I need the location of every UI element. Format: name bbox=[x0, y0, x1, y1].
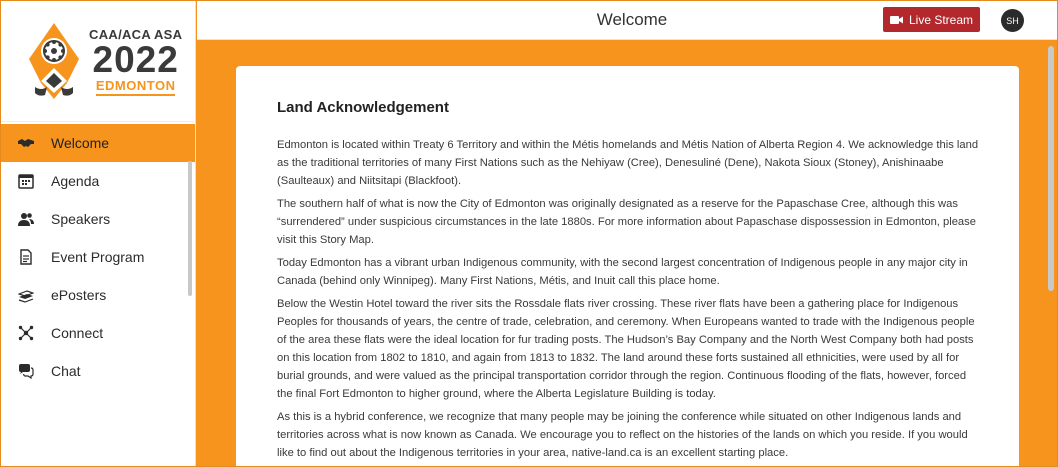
books-icon bbox=[18, 287, 34, 303]
sidebar-item-label: Welcome bbox=[51, 135, 110, 151]
logo-city: EDMONTON bbox=[96, 78, 176, 96]
page-title: Welcome bbox=[596, 10, 668, 29]
sidebar-item-chat[interactable] bbox=[1, 352, 195, 390]
live-stream-label: Live Stream bbox=[908, 12, 974, 27]
sidebar-item-label: Speakers bbox=[51, 211, 111, 227]
sidebar-item-eposters[interactable] bbox=[1, 276, 195, 314]
sidebar-nav bbox=[1, 122, 195, 390]
sidebar-item-label: Chat bbox=[51, 363, 81, 379]
sidebar-item-agenda[interactable] bbox=[1, 162, 195, 200]
sidebar-item-welcome[interactable] bbox=[1, 124, 195, 162]
users-icon bbox=[18, 211, 34, 227]
chat-icon bbox=[18, 363, 34, 379]
top-header bbox=[197, 1, 1058, 40]
document-icon bbox=[18, 249, 34, 265]
conference-logo[interactable] bbox=[1, 1, 195, 122]
sidebar-item-connect[interactable] bbox=[1, 314, 195, 352]
user-avatar[interactable]: SH bbox=[1001, 9, 1024, 32]
paragraph-rossdale-flats: Below the Westin Hotel toward the river sits the Rossdale flats river crossing. These river flats have been a gathering place for Indigenous Peoples for thousands of years, the centre of trade, celebration, and ceremony. When Europeans wanted to trade with the Indigenous people of the area these flats were the ideal location for fur trading posts. The Hudson’s Bay Company and the North West Company both had posts on this location from 1802 to 1810, and again from 1813 to 1832. The land around these forts sustained all ethnicities, were used by all for burial grounds, and were valued as the principal transportation corridor through the region. Continuous flooding of the flats, however, forced the final Fort Edmonton to higher ground, where the Alberta Legislature Building is today. bbox=[277, 298, 975, 400]
logo-text bbox=[89, 27, 182, 96]
paragraph-papaschase: The southern half of what is now the City of Edmonton was originally designated as a reserve for the Papaschase Cree, although this was “surrendered” under suspicious circumstances in the late 1880s. For more information about Papaschase dispossession in Edmonton, please visit this Story Map. bbox=[277, 198, 976, 246]
sidebar-item-event-program[interactable] bbox=[1, 238, 195, 276]
sidebar-item-label: Connect bbox=[51, 325, 104, 341]
network-icon bbox=[18, 325, 34, 341]
section-title: Land Acknowledgement bbox=[277, 99, 449, 116]
sidebar-scrollbar[interactable] bbox=[188, 161, 192, 296]
video-camera-icon bbox=[890, 15, 903, 25]
sidebar bbox=[1, 1, 196, 467]
main-scrollbar[interactable] bbox=[1048, 46, 1054, 291]
paragraph-hybrid-conference: As this is a hybrid conference, we recognize that many people may be joining the conference while situated on other Indigenous lands and territories across what is now known as Canada. We encourage you to reflect on the histories of the lands on which you reside. If you would like to find out about the Indigenous territories in your area, native-land.ca is an excellent starting place. bbox=[277, 411, 968, 459]
content-card bbox=[236, 66, 1019, 467]
sidebar-item-label: ePosters bbox=[51, 287, 107, 303]
logo-year: 2022 bbox=[92, 38, 179, 80]
sidebar-item-speakers[interactable] bbox=[1, 200, 195, 238]
arrowhead-logo-icon bbox=[27, 21, 81, 101]
paragraph-treaty: Edmonton is located within Treaty 6 Territory and within the Métis homelands and Métis Nation of Alberta Region 4. We acknowledge this land as the traditional territories of many First Nations such as the Nehiyaw (Cree), Denesuliné (Dene), Nakota Sioux (Stoney), Anishinaabe (Saulteaux) and Niitsitapi (Blackfoot). bbox=[277, 139, 979, 187]
logo-organization: CAA/ACA ASA bbox=[89, 26, 183, 42]
paragraph-urban-community: Today Edmonton has a vibrant urban Indigenous community, with the second largest concentration of Indigenous people in any major city in Canada (behind only Winnipeg). Many First Nations, Métis, and Inuit call this place home. bbox=[277, 257, 968, 287]
sidebar-item-label: Event Program bbox=[51, 249, 145, 265]
live-stream-button[interactable] bbox=[883, 7, 980, 32]
handshake-icon bbox=[18, 135, 34, 151]
sidebar-item-label: Agenda bbox=[51, 173, 100, 189]
calendar-icon bbox=[18, 173, 34, 189]
